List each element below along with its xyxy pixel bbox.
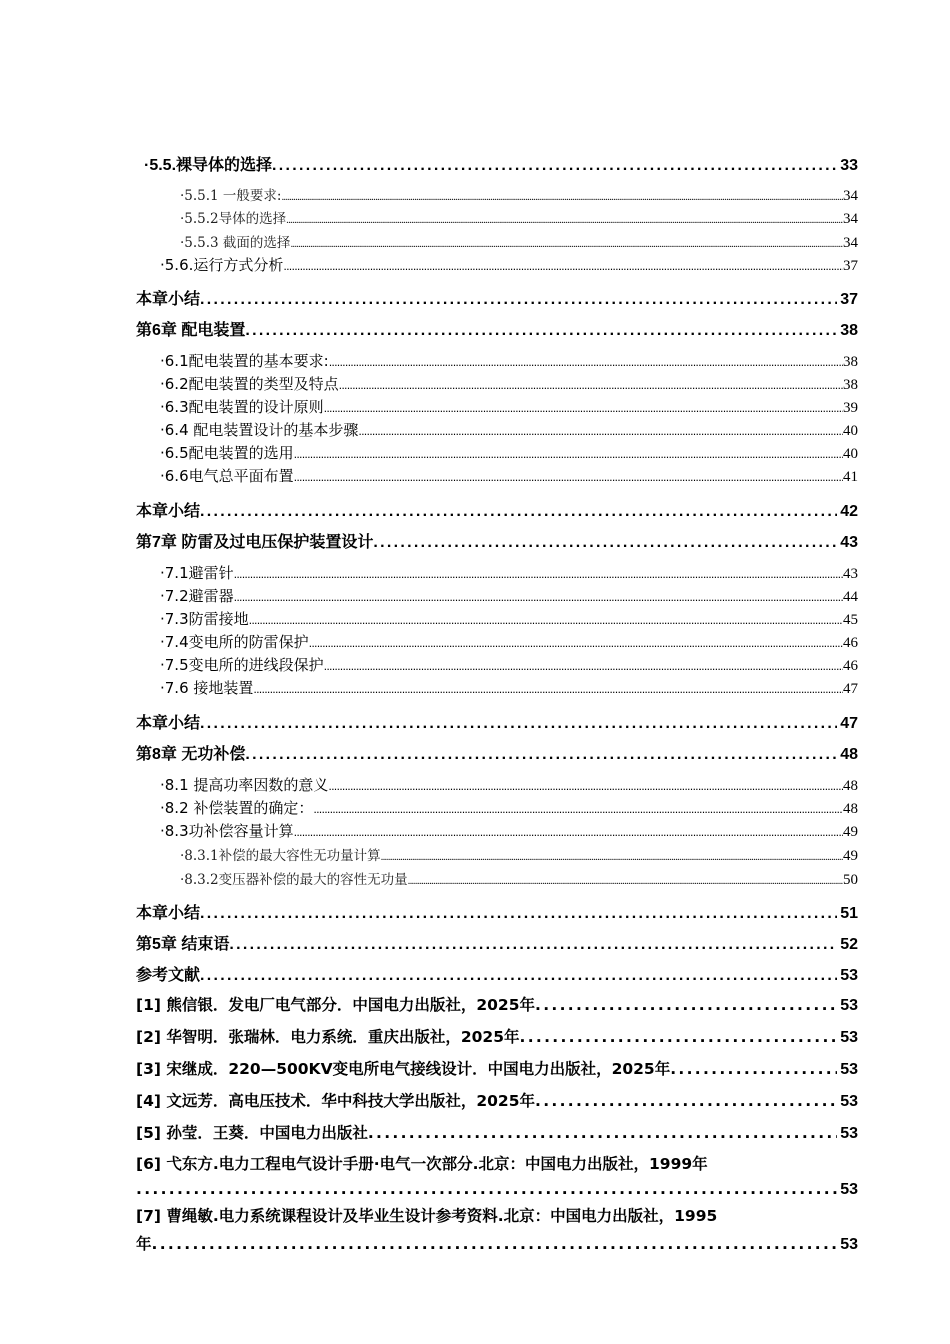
toc-leader (535, 1092, 837, 1110)
reference-entry[interactable] (136, 1152, 858, 1199)
toc-page-number: 46 (843, 658, 858, 674)
toc-entry[interactable] (160, 631, 858, 652)
toc-leader (200, 291, 837, 309)
reference-continuation (136, 1180, 858, 1199)
reference-label: [1] 熊信银．发电厂电气部分．中国电力出版社，2025年 (136, 996, 535, 1014)
toc-entry-label: ·8.3.2变压器补偿的最大的容性无功量 (180, 872, 408, 888)
toc-page-number: 49 (843, 848, 858, 864)
toc-entry-label: ·6.5配电装置的选用 (160, 444, 294, 462)
toc-leader (245, 746, 837, 764)
toc-leader (245, 322, 837, 340)
toc-entry[interactable] (136, 741, 858, 764)
toc-entry-label: ·5.5.3 截面的选择 (180, 235, 291, 251)
toc-leader (152, 1235, 838, 1253)
toc-entry-label: ·8.3.1补偿的最大容性无功量计算 (180, 848, 381, 864)
toc-leader (272, 157, 837, 175)
toc-entry-label: ·6.6电气总平面布置 (160, 467, 294, 485)
toc-leader (358, 425, 843, 438)
toc-leader (520, 1028, 838, 1046)
toc-entry[interactable] (136, 900, 858, 923)
toc-page-number: 38 (843, 377, 858, 393)
toc-leader (381, 851, 843, 863)
toc-entry-label: ·6.3配电装置的设计原则 (160, 398, 324, 416)
toc-entry-label: ·5.5.1 一般要求: (180, 188, 282, 204)
toc-entry[interactable] (180, 868, 858, 889)
toc-entry-label: ·7.2避雷器 (160, 587, 234, 605)
toc-page-number: 53 (840, 1061, 858, 1078)
toc-leader (286, 214, 843, 226)
toc-leader (324, 660, 843, 673)
toc-page-number: 40 (843, 423, 858, 439)
toc-leader (294, 448, 843, 461)
toc-leader (253, 683, 843, 696)
toc-leader (368, 1124, 837, 1142)
toc-page-number: 40 (843, 446, 858, 462)
toc-entry-label: 本章小结 (136, 503, 201, 520)
toc-entry[interactable] (136, 710, 858, 733)
reference-label: [7] 曹绳敏.电力系统课程设计及毕业生设计参考资料.北京：中国电力出版社，1995 (136, 1207, 718, 1225)
toc-page-number: 52 (840, 936, 858, 953)
toc-entry[interactable] (160, 373, 858, 394)
toc-leader (200, 503, 837, 521)
toc-entry-label: ·7.3防雷接地 (160, 610, 249, 628)
reference-entry[interactable] (136, 1025, 858, 1047)
toc-leader (200, 715, 837, 733)
toc-page-number: 33 (840, 157, 858, 174)
toc-entry-label: 第8章 无功补偿 (136, 746, 246, 763)
toc-entry-label: ·6.1配电装置的基本要求: (160, 352, 329, 370)
toc-entry[interactable] (180, 207, 858, 228)
reference-entry[interactable] (136, 993, 858, 1015)
toc-entry-label: ·6.2配电装置的类型及特点 (160, 375, 339, 393)
reference-label: [3] 宋继成．220—500KV变电所电气接线设计．中国电力出版社，2025年 (136, 1060, 671, 1078)
toc-leader (328, 780, 843, 793)
toc-page-number: 53 (840, 997, 858, 1014)
toc-entry[interactable] (136, 931, 858, 954)
toc-entry-label: ·8.1 提高功率因数的意义 (160, 776, 329, 794)
reference-entry[interactable] (136, 1204, 858, 1254)
reference-label: [4] 文远芳．高电压技术．华中科技大学出版社，2025年 (136, 1092, 535, 1110)
reference-label-continued: 年 (136, 1235, 152, 1253)
toc-entry-label: 第6章 配电装置 (136, 322, 246, 339)
toc-entry-label: ·5.5.2导体的选择 (180, 211, 287, 227)
toc-page-number: 51 (840, 905, 858, 922)
toc-page-number: 34 (843, 235, 858, 251)
toc-entry-label: ·7.6 接地装置 (160, 679, 254, 697)
toc-leader (313, 803, 843, 816)
toc-entry-label: 第5章 结束语 (136, 936, 230, 953)
toc-page-number: 46 (843, 635, 858, 651)
toc-page-number: 43 (840, 534, 858, 551)
toc-leader (136, 1180, 837, 1198)
reference-label: [6] 弋东方.电力工程电气设计手册·电气一次部分.北京：中国电力出版社，1999年 (136, 1155, 708, 1173)
toc-page-number: 53 (840, 1125, 858, 1142)
reference-entry[interactable] (136, 1089, 858, 1111)
toc-entry[interactable] (180, 844, 858, 865)
toc-leader (234, 568, 843, 581)
toc-entry[interactable] (160, 774, 858, 795)
toc-entry[interactable] (144, 152, 858, 175)
toc-entry[interactable] (180, 184, 858, 205)
toc-entry[interactable] (160, 677, 858, 698)
toc-entry[interactable] (180, 231, 858, 252)
toc-entry[interactable] (136, 317, 858, 340)
toc-leader (670, 1060, 837, 1078)
toc-entry[interactable] (160, 442, 858, 463)
toc-page-number: 53 (840, 967, 858, 984)
toc-leader (329, 356, 843, 369)
toc-leader (535, 996, 837, 1014)
toc-leader (408, 875, 843, 887)
toc-page-number: 53 (840, 1093, 858, 1110)
toc-leader (324, 402, 843, 415)
toc-page-number: 38 (843, 354, 858, 370)
reference-label: [5] 孙莹．王葵．中国电力出版社 (136, 1124, 368, 1142)
toc-entry[interactable] (136, 498, 858, 521)
toc-page-number: 48 (840, 746, 858, 763)
toc-leader (234, 591, 843, 604)
toc-entry[interactable] (160, 585, 858, 606)
toc-page-number: 48 (843, 778, 858, 794)
toc-entry-label: ·8.2 补偿装置的确定： (160, 799, 314, 817)
toc-entry-label: ·7.5变电所的进线段保护 (160, 656, 324, 674)
toc-page-number: 47 (843, 681, 858, 697)
toc-leader (281, 191, 843, 203)
toc-leader (339, 379, 843, 392)
toc-page-number: 47 (840, 715, 858, 732)
toc-leader (229, 936, 837, 954)
toc-page-number: 34 (843, 188, 858, 204)
toc-leader (249, 614, 843, 627)
reference-entry[interactable] (136, 1057, 858, 1079)
toc-entry[interactable] (136, 962, 858, 985)
toc-page-number: 53 (840, 1029, 858, 1046)
toc-entry[interactable] (160, 396, 858, 417)
toc-entry-label: ·5.6.运行方式分析 (160, 256, 284, 274)
toc-entry-label: 参考文献 (136, 967, 201, 984)
toc-entry[interactable] (160, 562, 858, 583)
toc-leader (309, 637, 843, 650)
reference-continuation (136, 1232, 858, 1254)
toc-page-number: 45 (843, 612, 858, 628)
toc-page-number: 42 (840, 503, 858, 520)
reference-entry[interactable] (136, 1121, 858, 1143)
toc-leader (294, 826, 843, 839)
toc-entry-label: 本章小结 (136, 905, 201, 922)
toc-leader (283, 260, 843, 273)
toc-page-number: 53 (840, 1236, 858, 1253)
toc-page-number: 41 (843, 469, 858, 485)
toc-page-number: 48 (843, 801, 858, 817)
toc-leader (373, 534, 837, 552)
toc-entry-label: 本章小结 (136, 715, 201, 732)
toc-page-number: 37 (843, 258, 858, 274)
reference-label: [2] 华智明．张瑞林．电力系统．重庆出版社，2025年 (136, 1028, 520, 1046)
toc-entry-label: ·7.1避雷针 (160, 564, 234, 582)
toc-entry-label: ·5.5.裸导体的选择 (144, 157, 273, 174)
toc-leader (290, 238, 843, 250)
toc-page-number: 50 (843, 872, 858, 888)
toc-entry[interactable] (160, 820, 858, 841)
toc-leader (294, 471, 843, 484)
toc-entry-label: ·6.4 配电装置设计的基本步骤 (160, 421, 359, 439)
toc-page-number: 49 (843, 824, 858, 840)
toc-entry[interactable] (160, 608, 858, 629)
toc-entry-label: ·7.4变电所的防雷保护 (160, 633, 309, 651)
toc-page-number: 53 (840, 1181, 858, 1198)
toc-page-number: 43 (843, 566, 858, 582)
toc-entry[interactable] (160, 254, 858, 275)
toc-page-number: 37 (840, 291, 858, 308)
toc-entry[interactable] (136, 529, 858, 552)
toc-entry-label: ·8.3功补偿容量计算 (160, 822, 294, 840)
toc-entry-label: 本章小结 (136, 291, 201, 308)
toc-entry[interactable] (160, 797, 858, 818)
toc-page-number: 38 (840, 322, 858, 339)
toc-leader (200, 905, 837, 923)
toc-entry-label: 第7章 防雷及过电压保护装置设计 (136, 534, 374, 551)
toc-entry[interactable] (160, 419, 858, 440)
toc-entry[interactable] (136, 286, 858, 309)
toc-entry[interactable] (160, 350, 858, 371)
toc-page-number: 39 (843, 400, 858, 416)
toc-entry[interactable] (160, 654, 858, 675)
toc-leader (200, 967, 837, 985)
toc-page-number: 44 (843, 589, 858, 605)
toc-entry[interactable] (160, 465, 858, 486)
toc-page-number: 34 (843, 211, 858, 227)
